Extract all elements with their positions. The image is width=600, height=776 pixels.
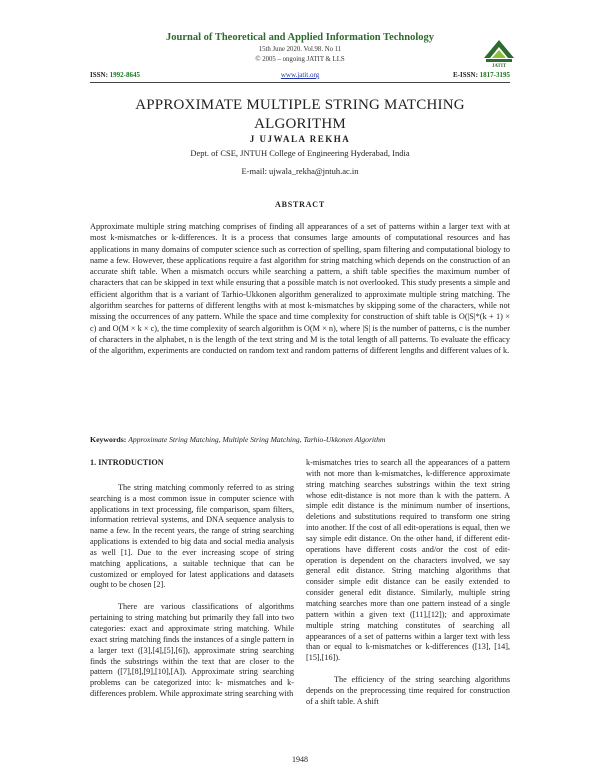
abstract-text: Approximate multiple string matching comprises of finding all appearances of a set of patterns within a larger text with at most k-mismatches or k-differences. It is a process that consumes large amounts of computational resources and has applications in many domains of computer science such as correction of spelling, spam filtering and computational biology to name a few. However, these applications require a fast algorithm for string matching which depends on the construction of an accurate shift table. When a mismatch occurs while searching a pattern, a shift table specifies the maximum number of characters that can be skipped in text while ensuring that a possible match is not overlooked. This study presents a simple and efficient algorithm that is a variant of Tarhio-Ukkonen algorithm generalized to approximate multiple string matching. The algorithm searches for patterns of different lengths with at most k-mismatches by skipping some of the characters, while not missing the occurrences of any pattern. While the space and time complexity for construction of shift table is O(|S|*(k + 1) × c) and O(M × k × c), the time complexity of search algorithm is O(M × n), where |S| is the number of patterns, c is the number of characters in the alphabet, n is the length of the text string and M is the total length of all patterns. To evaluate the efficacy of the algorithm, experiments are conducted on random text and random patterns of different lengths and different values of k. — [90, 222, 510, 356]
eissn-label: E-ISSN: — [453, 71, 478, 79]
issn-value: 1992-8645 — [109, 71, 140, 79]
issue-line: 15th June 2020. Vol.98. No 11 — [258, 46, 342, 53]
right-column — [306, 458, 510, 708]
journal-title: Journal of Theoretical and Applied Information Technology — [166, 32, 434, 43]
header-divider — [90, 82, 510, 83]
right-paragraph-2: The efficiency of the string searching algorithms depends on the preprocessing time required for construction of a shift table. A shift — [306, 675, 510, 706]
keywords-label: Keywords: — [90, 435, 127, 444]
eissn — [453, 71, 510, 79]
issn-label: ISSN: — [90, 71, 108, 79]
title-line-1: APPROXIMATE MULTIPLE STRING MATCHING — [135, 97, 465, 113]
left-paragraph-1: The string matching commonly referred to as string searching is a most common issue in computer science with applications in text processing, file comparison, spam filters, information retrieval systems, and DNA sequence analysis to name a few. In the recent years, the range of string searching applications is extended to big data and social media analysis as well [1]. Due to the ever increasing scope of string matching applications, a suitable technique that can be customized or employed for latest applications and datasets ought to be chosen [2]. — [90, 482, 294, 590]
affiliation: Dept. of CSE, JNTUH College of Engineering Hyderabad, India — [190, 148, 410, 158]
paper-title — [60, 96, 540, 134]
page-number: 1948 — [292, 755, 308, 764]
journal-website-link[interactable]: www.jatit.org — [280, 71, 320, 79]
abstract-heading: ABSTRACT — [275, 200, 325, 209]
right-paragraph-1: k-mismatches tries to search all the appearances of a pattern with not more than k-mismatches, k-difference approximate string matching searches substrings within the text string whose edit-distance is not more than k with the pattern. A simple edit distance is the minimum number of insertions, deletions and substitutions required to transform one string into another. If the cost of all edit-operations is equal, then we say simple edit distance. On the other hand, if different edit-operations have different costs and/or the cost of edit-operation is dependent on the characters involved, we say general edit distance. String matching algorithms that consider simple edit distance can be easily extended to consider general edit distance. Similarly, multiple string matching searches more than one pattern instead of a single pattern within a given text ([11],[12]); and approximate multiple string matching constitutes of searching all appearances of a set of patterns within a larger text with less than or equal to k-mismatches or k-differences ([13], [14],[15],[16]). — [306, 458, 510, 663]
copyright-line: © 2005 – ongoing JATIT & LLS — [255, 56, 345, 63]
keywords — [90, 435, 510, 444]
left-column — [90, 458, 294, 700]
logo-text: JATIT — [491, 64, 507, 69]
keywords-list: Approximate String Matching, Multiple String Matching, Tarhio-Ukkonen Algorithm — [128, 435, 386, 444]
section-heading: 1. INTRODUCTION — [90, 458, 164, 467]
title-line-2: ALGORITHM — [254, 116, 346, 132]
author-email: E-mail: ujwala_rekha@jntuh.ac.in — [241, 166, 359, 176]
eissn-value: 1817-3195 — [479, 71, 510, 79]
left-paragraph-2: There are various classifications of algorithms pertaining to string matching but primarily they fall into two categories: exact and approximate string matching. While exact string matching finds the instances of a single pattern in a larger text ([3],[4],[5],[6]), approximate string searching finds the substrings within the text that are closer to the pattern ([7],[8],[9],[10],[A]). Approximate string searching problems can be categorized into: k- mismatches and k-differences problem. While approximate string searching with — [90, 602, 294, 699]
abstract-body — [90, 221, 510, 357]
author-name: J UJWALA REKHA — [249, 134, 351, 144]
